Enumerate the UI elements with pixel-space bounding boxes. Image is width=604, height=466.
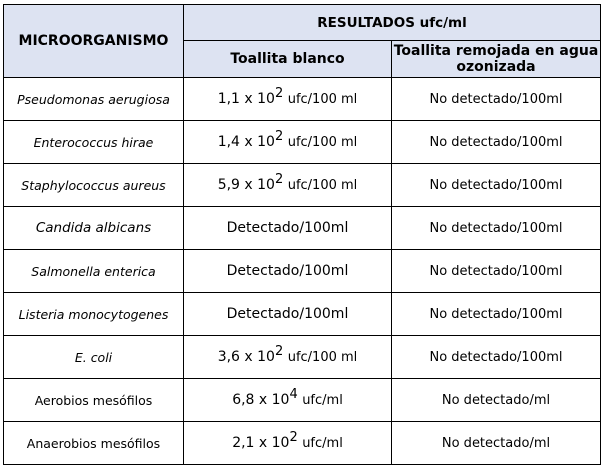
table-row <box>4 207 601 250</box>
blank-mantissa: 3,6 x 10 <box>217 349 275 365</box>
blank-mantissa: 2,1 x 10 <box>232 435 290 451</box>
organism-cell: Pseudomonas aerugiosa <box>4 78 184 121</box>
header-ozonated-wipe: Toallita remojada en agua ozonizada <box>392 41 601 78</box>
blank-result-cell: Detectado/100ml <box>184 207 392 250</box>
blank-mantissa: 1,4 x 10 <box>217 134 275 150</box>
blank-exponent: 2 <box>289 430 298 445</box>
blank-unit: ufc/ml <box>302 393 343 408</box>
blank-result-cell: Detectado/100ml <box>184 293 392 336</box>
header-blank-wipe: Toallita blanco <box>184 41 392 78</box>
blank-result-cell <box>184 121 392 164</box>
ozonated-result-cell: No detectado/100ml <box>392 121 601 164</box>
header-results-group: RESULTADOS ufc/ml <box>184 5 601 41</box>
organism-cell: Listeria monocytogenes <box>4 293 184 336</box>
blank-result-cell: Detectado/100ml <box>184 250 392 293</box>
ozonated-result-cell: No detectado/ml <box>392 422 601 465</box>
blank-unit: ufc/100 ml <box>287 92 358 107</box>
blank-mantissa: 5,9 x 10 <box>217 177 275 193</box>
results-table <box>3 4 601 465</box>
ozonated-result-cell: No detectado/ml <box>392 379 601 422</box>
organism-cell: Candida albicans <box>4 207 184 250</box>
table-header-row <box>4 5 601 41</box>
blank-result-cell <box>184 379 392 422</box>
blank-exponent: 4 <box>289 387 298 402</box>
organism-cell: Aerobios mesófilos <box>4 379 184 422</box>
table-row <box>4 336 601 379</box>
ozonated-result-cell: No detectado/100ml <box>392 164 601 207</box>
organism-cell: Anaerobios mesófilos <box>4 422 184 465</box>
organism-cell: Salmonella enterica <box>4 250 184 293</box>
blank-unit: ufc/ml <box>302 436 343 451</box>
blank-exponent: 2 <box>274 344 284 359</box>
blank-unit: ufc/100 ml <box>287 178 358 193</box>
blank-exponent: 2 <box>274 129 284 144</box>
header-microorganism: MICROORGANISMO <box>4 5 184 78</box>
blank-mantissa: 6,8 x 10 <box>232 392 290 408</box>
blank-result-cell <box>184 164 392 207</box>
ozonated-result-cell: No detectado/100ml <box>392 78 601 121</box>
organism-cell: E. coli <box>4 336 184 379</box>
organism-cell: Enterococcus hirae <box>4 121 184 164</box>
table-row <box>4 78 601 121</box>
blank-unit: ufc/100 ml <box>287 350 358 365</box>
table-row <box>4 379 601 422</box>
blank-exponent: 2 <box>274 86 284 101</box>
blank-result-cell <box>184 78 392 121</box>
blank-unit: ufc/100 ml <box>287 135 358 150</box>
blank-result-cell <box>184 422 392 465</box>
ozonated-result-cell: No detectado/100ml <box>392 293 601 336</box>
table-row <box>4 250 601 293</box>
table-row <box>4 422 601 465</box>
blank-mantissa: 1,1 x 10 <box>217 91 275 107</box>
organism-cell: Staphylococcus aureus <box>4 164 184 207</box>
blank-exponent: 2 <box>274 172 284 187</box>
ozonated-result-cell: No detectado/100ml <box>392 336 601 379</box>
ozonated-result-cell: No detectado/100ml <box>392 250 601 293</box>
ozonated-result-cell: No detectado/100ml <box>392 207 601 250</box>
blank-result-cell <box>184 336 392 379</box>
table-row <box>4 164 601 207</box>
table-row <box>4 293 601 336</box>
table-row <box>4 121 601 164</box>
